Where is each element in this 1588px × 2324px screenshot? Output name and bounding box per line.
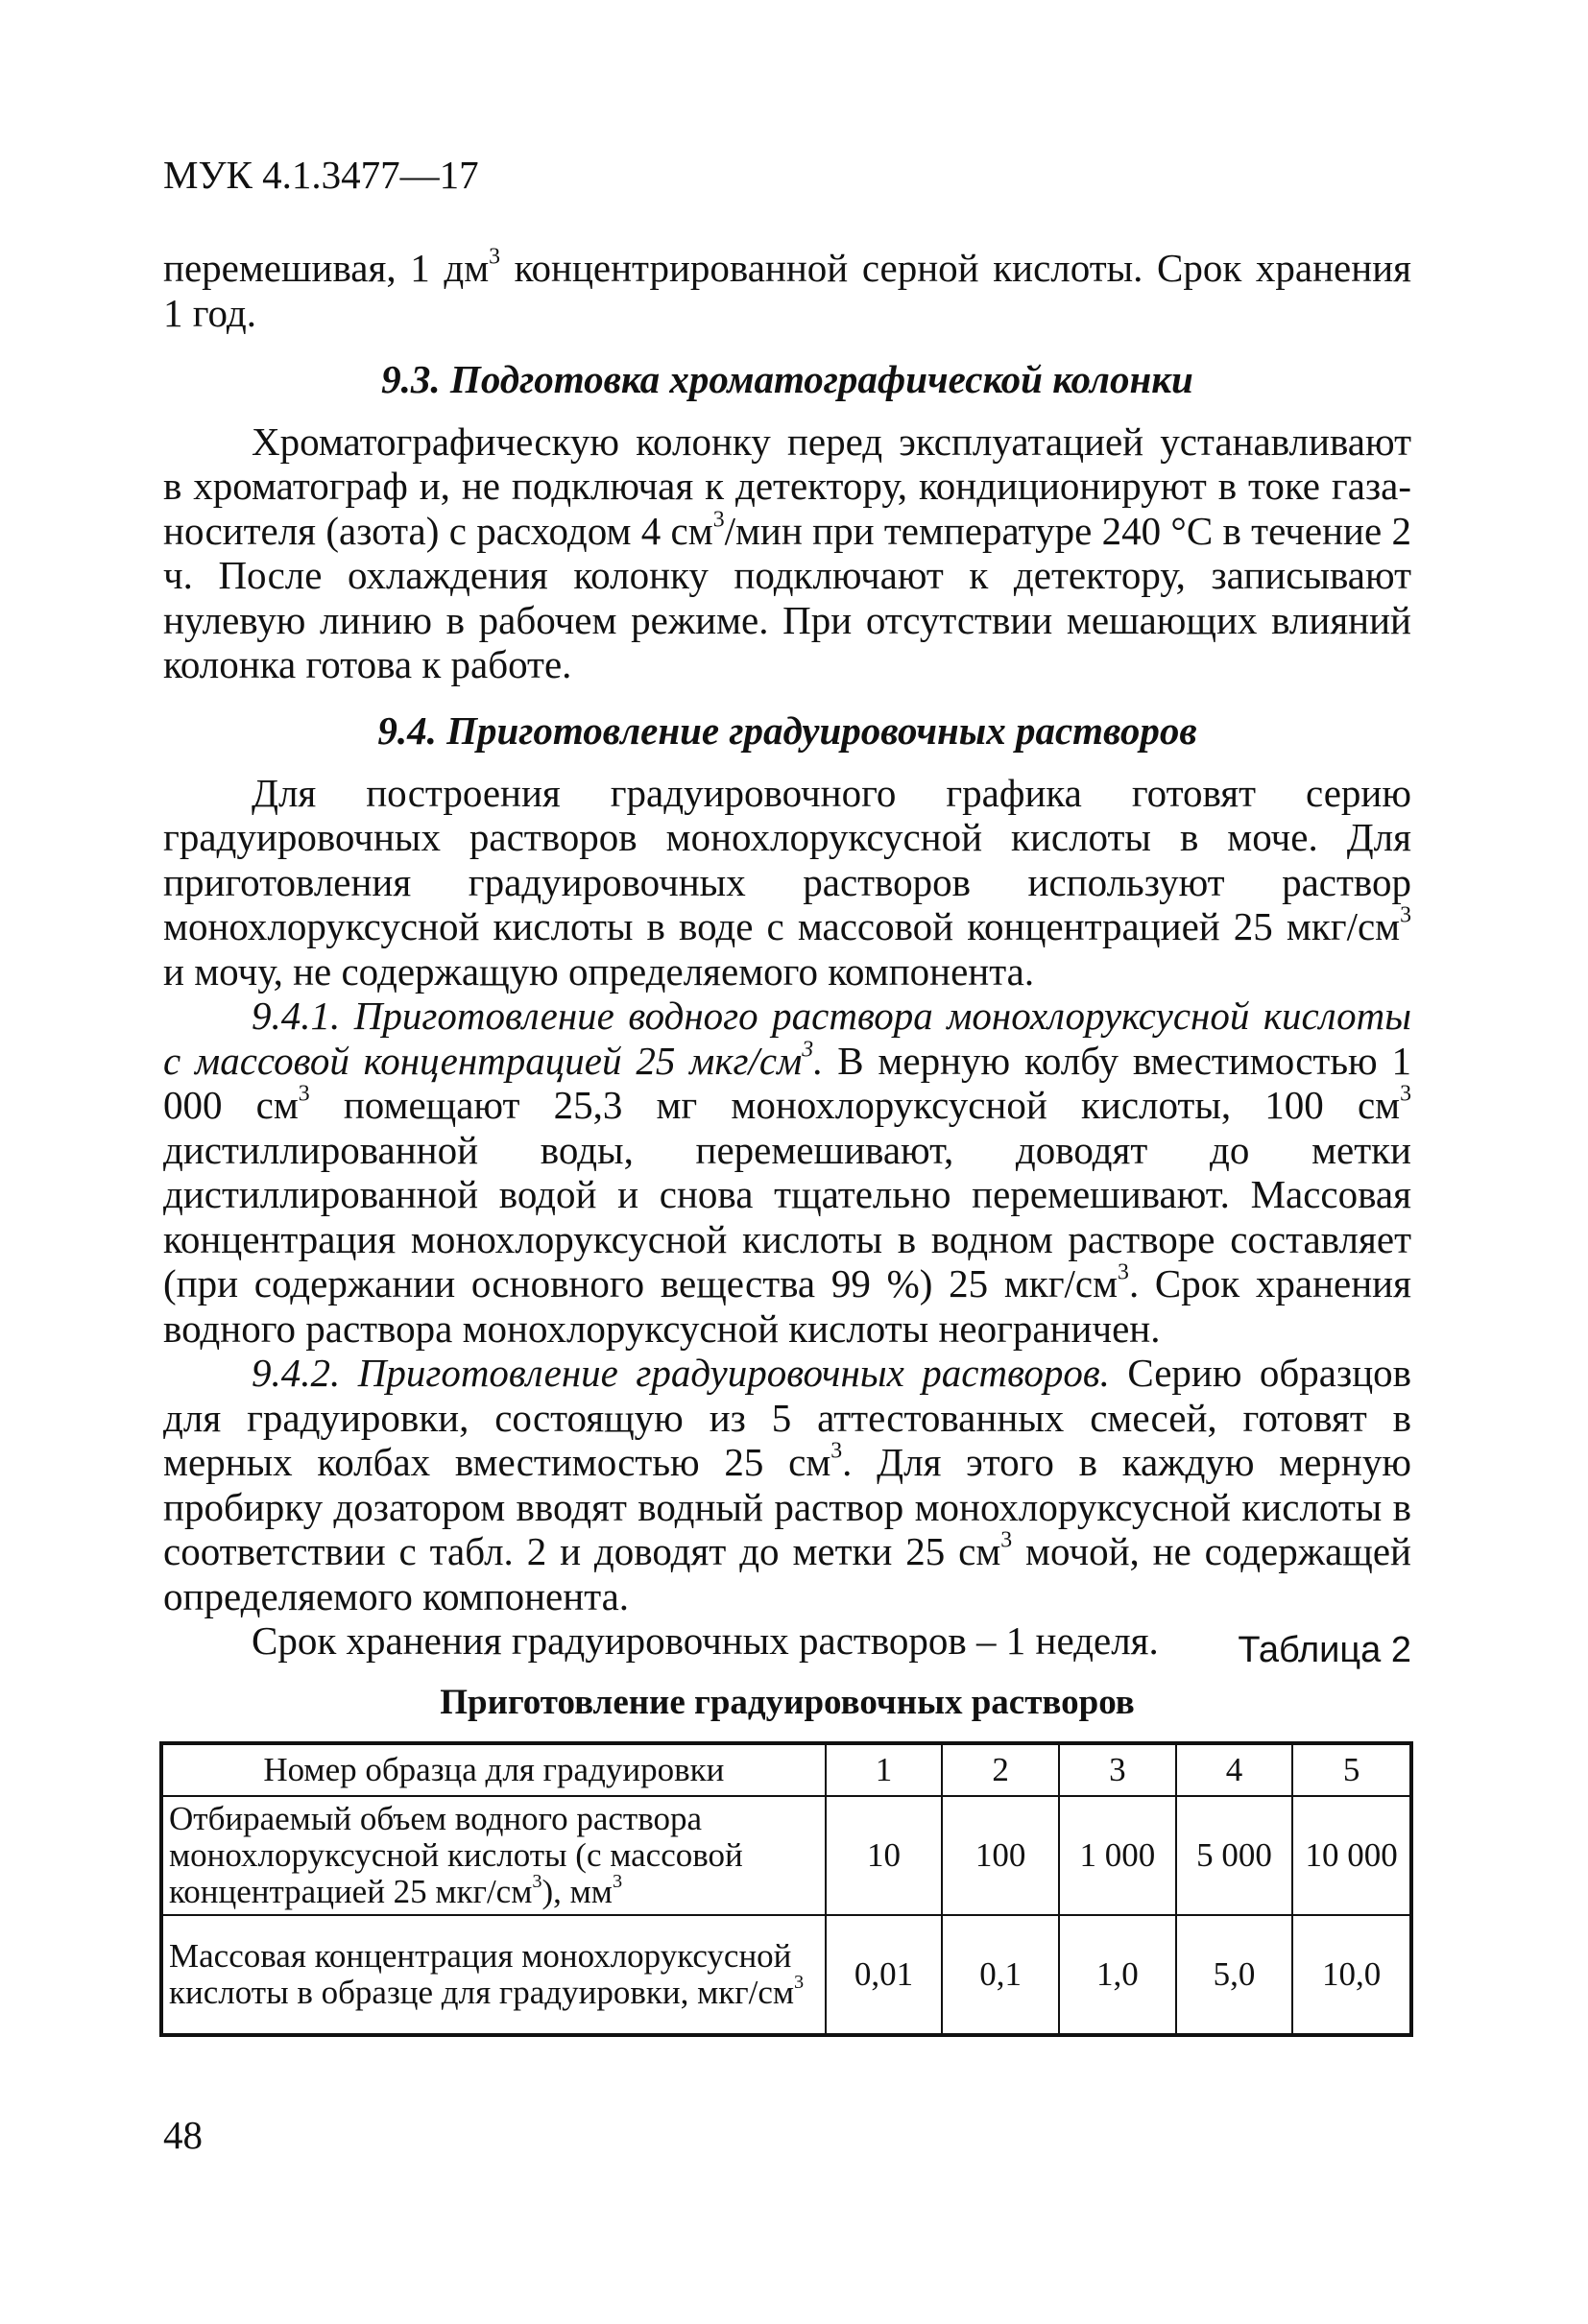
- section-9-3-heading: 9.3. Подготовка хроматографической колонки: [381, 357, 1193, 401]
- table-cell: 100: [942, 1796, 1059, 1915]
- table-header-cell: 4: [1176, 1743, 1293, 1796]
- table-row: [161, 1915, 1411, 2035]
- section-9-4: [163, 708, 1411, 1664]
- storage-paragraph: Срок хранения градуировочных растворов – 1 неделя.: [252, 1618, 1159, 1663]
- s94-text-1: Для построения градуировочного графика готовят серию градуировочных растворов монохлоруксусной кислоты в моче. Для приготовления градуировочных растворов используют раствор монохлоруксусной кислоты в воде с массовой концентрацией 25 мкг/см: [163, 770, 1411, 948]
- row-2-label: [161, 1915, 826, 2035]
- s941-sup-1: 3: [298, 1081, 310, 1107]
- section-9-4-heading: 9.4. Приготовление градуировочных растворов: [377, 708, 1197, 753]
- s941-sup-2: 3: [1400, 1081, 1411, 1107]
- table-cell: 10: [826, 1796, 943, 1915]
- row-1-sup-2: 3: [612, 1871, 623, 1893]
- s941-text-4: . Срок хранения водного раствора монохлоруксусной кислоты неограничен.: [163, 1261, 1411, 1351]
- row-1-label-text: Отбираемый объем водного раствора монохлоруксусной кислоты (с массовой концентрацией 25 мкг/см: [169, 1800, 743, 1910]
- table-cell: 10,0: [1292, 1915, 1411, 2035]
- s93-text-1: Хроматографическую колонку перед эксплуатацией устанавливают в хроматограф и, не подключая к детектору, кондиционируют в токе газа-носителя (азота) с расходом 4 см: [163, 419, 1411, 553]
- table-title: Приготовление градуировочных растворов: [440, 1683, 1135, 1722]
- page-number: 48: [163, 2113, 203, 2157]
- table-cell: 10 000: [1292, 1796, 1411, 1915]
- s941-title-sup: 3: [802, 1036, 814, 1062]
- table-cell: 1,0: [1059, 1915, 1176, 2035]
- table-header-label: Номер образца для градуировки: [161, 1743, 826, 1796]
- s94-text-2: и мочу, не содержащую определяемого компонента.: [163, 948, 1035, 994]
- section-9-4-2-paragraph: [163, 1351, 1411, 1618]
- row-1-label: [161, 1796, 826, 1915]
- row-1-label-end: ), мм: [541, 1873, 613, 1910]
- s942-sup-1: 3: [830, 1438, 843, 1464]
- table-header-row: [161, 1743, 1411, 1796]
- s942-text-3: мочой, не содержащей определяемого компонента.: [163, 1529, 1411, 1618]
- table-header-cell: 1: [826, 1743, 943, 1796]
- table-cell: 0,01: [826, 1915, 943, 2035]
- calibration-table: [159, 1741, 1413, 2037]
- s941-text-1: В мерную колбу вместимостью 1 000 см: [163, 1038, 1411, 1127]
- table-label: Таблица 2: [1238, 1630, 1411, 1670]
- s941-title-end: .: [813, 1038, 824, 1083]
- table-cell: 0,1: [942, 1915, 1059, 2035]
- s942-sup-2: 3: [1000, 1527, 1013, 1553]
- s942-text-2: . Для этого в каждую мерную пробирку дозатором вводят водный раствор монохлоруксусной кислоты в соответствии с табл. 2 и доводят до метки 25 см: [163, 1440, 1411, 1573]
- table-cell: 5 000: [1176, 1796, 1293, 1915]
- s93-text-2: /мин при температуре 240 °С в течение 2 ч. После охлаждения колонку подключают к детектору, записывают нулевую линию в рабочем режиме. При отсутствии мешающих влияний колонка готова к работе.: [163, 508, 1411, 686]
- s941-sup-3: 3: [1118, 1259, 1129, 1285]
- section-9-3-paragraph: [163, 419, 1411, 687]
- row-2-sup: 3: [794, 1972, 805, 1994]
- s941-text-2: помещают 25,3 мг монохлоруксусной кислоты, 100 см: [309, 1083, 1401, 1127]
- table-header-cell: 5: [1292, 1743, 1411, 1796]
- table-cell: 5,0: [1176, 1915, 1293, 2035]
- section-9-3: [163, 357, 1411, 687]
- s93-sup: 3: [712, 506, 725, 532]
- document-code-header: МУК 4.1.3477—17: [163, 153, 479, 197]
- table-row: [161, 1796, 1411, 1915]
- s942-title: 9.4.2. Приготовление градуировочных растворов.: [252, 1351, 1110, 1395]
- s942-text-1: Серию образцов для градуировки, состоящую из 5 аттестованных смесей, готовят в мерных колбах вместимостью 25 см: [163, 1351, 1411, 1484]
- intro-sup: 3: [489, 244, 501, 270]
- s94-sup: 3: [1400, 902, 1411, 928]
- intro-text-2: концентрированной серной кислоты. Срок хранения 1 год.: [163, 246, 1411, 335]
- intro-paragraph: [163, 246, 1411, 335]
- row-1-sup: 3: [532, 1871, 542, 1893]
- table-header-cell: 3: [1059, 1743, 1176, 1796]
- section-9-4-1-paragraph: [163, 994, 1411, 1351]
- s941-title-text: 9.4.1. Приготовление водного раствора монохлоруксусной кислоты с массовой концентрацией 25 мкг/см: [163, 994, 1411, 1083]
- section-9-4-paragraph: [163, 771, 1411, 994]
- intro-text-1: перемешивая, 1 дм: [163, 246, 490, 290]
- table-cell: 1 000: [1059, 1796, 1176, 1915]
- intro-block: [163, 246, 1411, 335]
- table-header-cell: 2: [942, 1743, 1059, 1796]
- s941-text-3: дистиллированной воды, перемешивают, доводят до метки дистиллированной водой и снова тщательно перемешивают. Массовая концентрация монохлоруксусной кислоты в водном растворе составляет (при содержании основного вещества 99 %) 25 мкг/см: [163, 1127, 1411, 1306]
- row-2-label-text: Массовая концентрация монохлоруксусной кислоты в образце для градуировки, мкг/см: [169, 1937, 795, 2011]
